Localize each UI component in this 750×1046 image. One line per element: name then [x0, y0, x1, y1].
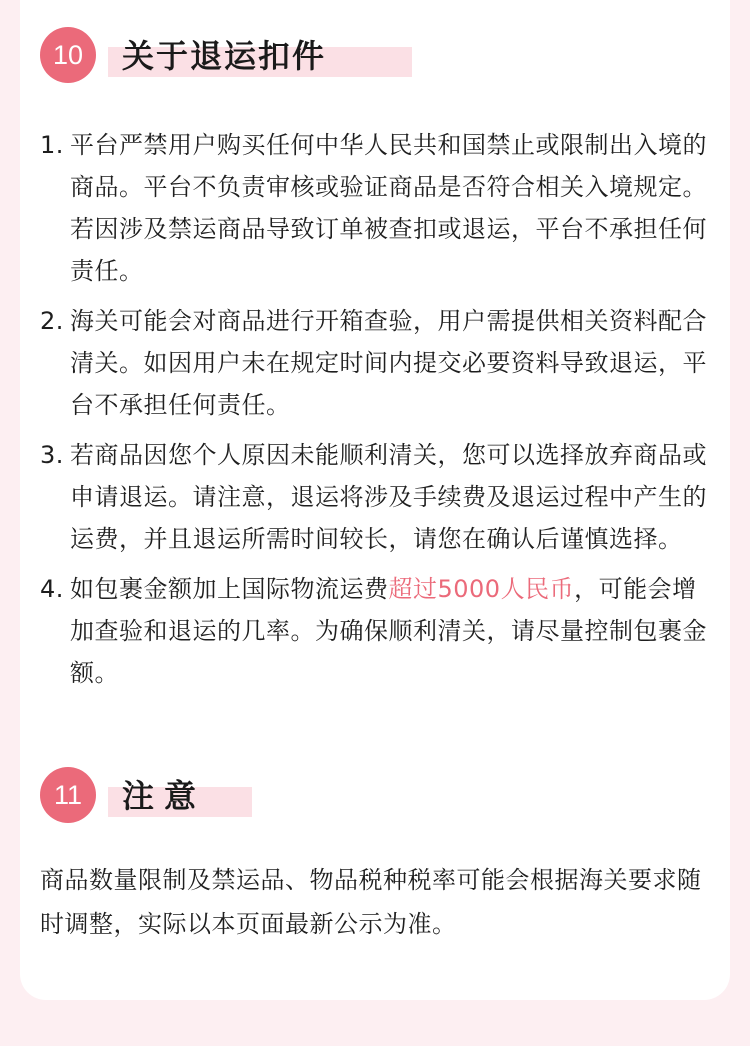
list-item	[40, 300, 710, 426]
list-item-index: 4.	[40, 575, 64, 603]
section-11-header	[40, 767, 380, 827]
list-item-text: 平台严禁用户购买任何中华人民共和国禁止或限制出入境的商品。平台不负责审核或验证商品是否符合相关入境规定。若因涉及禁运商品导致订单被查扣或退运，平台不承担任何责任。	[70, 131, 707, 285]
notice-paragraph: 商品数量限制及禁运品、物品税种税率可能会根据海关要求随时调整，实际以本页面最新公示为准。	[40, 866, 702, 938]
list-item	[40, 568, 710, 694]
list-item-text: 海关可能会对商品进行开箱查验，用户需提供相关资料配合清关。如因用户未在规定时间内提交必要资料导致退运，平台不承担任何责任。	[70, 307, 707, 419]
highlighted-amount: 超过5000人民币	[388, 575, 575, 603]
rules-list	[40, 124, 710, 702]
list-item	[40, 124, 710, 292]
section-number-badge: 10	[40, 27, 96, 83]
section-number-badge: 11	[40, 767, 96, 823]
list-item-text: ，可能会增加查验和退运的几率。为确保顺利清关，请尽量控制包裹金额。	[70, 575, 707, 687]
list-item-index: 3.	[40, 441, 64, 469]
list-item-index: 2.	[40, 307, 64, 335]
section-title: 关于退运扣件	[122, 37, 327, 75]
list-item-text: 若商品因您个人原因未能顺利清关，您可以选择放弃商品或申请退运。请注意，退运将涉及手续费及退运过程中产生的运费，并且退运所需时间较长，请您在确认后谨慎选择。	[70, 441, 707, 553]
list-item-index: 1.	[40, 131, 64, 159]
section-10-header	[40, 27, 380, 87]
section-title: 注意	[122, 777, 207, 815]
list-item	[40, 434, 710, 560]
list-item-text: 如包裹金额加上国际物流运费	[70, 575, 389, 603]
